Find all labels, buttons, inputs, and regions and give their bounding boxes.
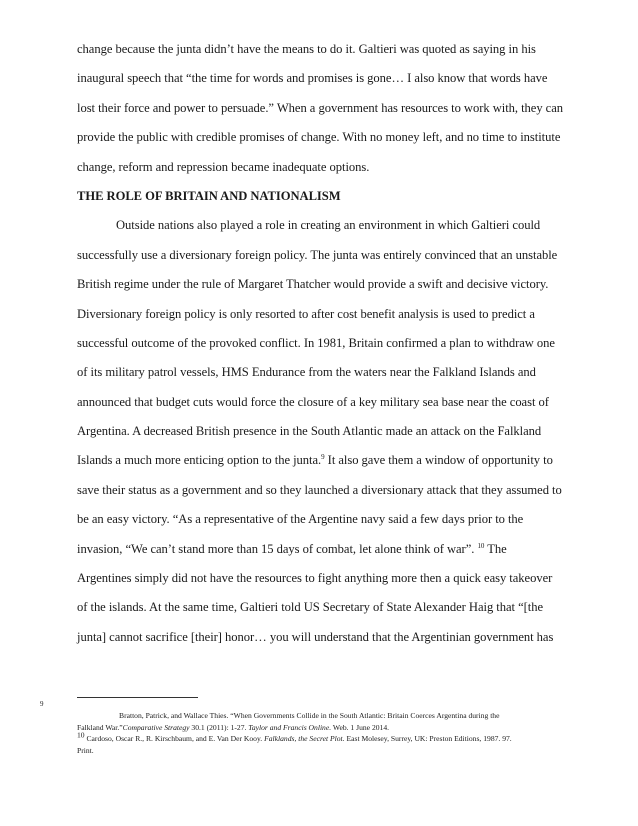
paragraph-line (77, 446, 577, 475)
footnote-10-line: Print. (77, 745, 94, 755)
footnote-ref-10[interactable]: 10 (477, 541, 485, 550)
paragraph-line: successfully use a diversionary foreign policy. The junta was entirely convinced that an unstable (77, 247, 558, 262)
paragraph-line: of the islands. At the same time, Galtieri told US Secretary of State Alexander Haig that “[the (77, 600, 543, 615)
paragraph-line: British regime under the rule of Margaret Thatcher would provide a swift and decisive victory. (77, 277, 549, 292)
paragraph-line: lost their force and power to persuade.” When a government has resources to work with, they can (77, 100, 564, 115)
paragraph-line (77, 535, 577, 564)
paragraph-line: inaugural speech that “the time for words and promises is gone… I also know that words have (77, 71, 548, 86)
footnote-9-line: Bratton, Patrick, and Wallace Thies. “When Governments Collide in the South Atlantic: Britain Coerces Argentina during the (119, 711, 500, 720)
paragraph-line: change because the junta didn’t have the means to do it. Galtieri was quoted as saying in his (77, 42, 536, 56)
paragraph-line: Outside nations also played a role in creating an environment in which Galtieri could (116, 218, 541, 233)
footnote-text: Cardoso, Oscar R., R. Kirschbaum, and E. Van Der Kooy. (84, 734, 265, 743)
paragraph-line: successful outcome of the provoked conflict. In 1981, Britain confirmed a plan to withdraw one (77, 335, 555, 350)
footnote-text: Falkland War.” (77, 722, 123, 732)
footnote-separator (77, 697, 198, 698)
footnote-text: 30.1 (2011): 1-27. (189, 722, 249, 732)
paragraph-line: of its military patrol vessels, HMS Endurance from the waters near the Falkland Islands and (77, 365, 536, 380)
paragraph-line: Argentines simply did not have the resources to fight anything more then a quick easy takeover (77, 571, 553, 586)
footnote-text: Web. 1 June 2014. (331, 722, 390, 732)
paragraph-line: Argentina. A decreased British presence in the South Atlantic made an attack on the Falkland (77, 424, 542, 439)
paragraph-line: junta] cannot sacrifice [their] honor… you will understand that the Argentinian government has (77, 629, 554, 644)
line-text: invasion, “We can’t stand more than 15 days of combat, let alone think of war”. (77, 541, 478, 556)
body-text (77, 35, 577, 652)
paragraph-line: change, reform and repression became inadequate options. (77, 159, 370, 174)
footnotes (77, 710, 577, 756)
paragraph-line: Diversionary foreign policy is only resorted to after cost benefit analysis is used to predict a (77, 306, 535, 321)
footnote-title: Taylor and Francis Online. (248, 722, 332, 732)
paragraph-line: save their status as a government and so they launched a diversionary attack that they assumed to (77, 482, 562, 497)
line-text: Islands a much more enticing option to the junta. (77, 453, 322, 468)
section-heading: THE ROLE OF BRITAIN AND NATIONALISM (77, 188, 341, 203)
footnote-10-line (77, 730, 577, 745)
footnote-marker-10: 10 (77, 730, 85, 740)
footnote-ref-9[interactable]: 9 (321, 453, 325, 462)
line-text: It also gave them a window of opportunity to (324, 453, 553, 468)
paragraph-line: announced that budget cuts would force the closure of a key military sea base near the coast of (77, 394, 549, 409)
paragraph-line: provide the public with credible promises of change. With no money left, and no time to institute (77, 130, 561, 145)
footnote-marker-9: 9 (40, 700, 44, 708)
line-text: The (484, 541, 507, 556)
footnote-title: Falklands, the Secret Plot. (264, 734, 345, 743)
footnote-title: Comparative Strategy (122, 722, 190, 732)
footnote-9-line (77, 722, 577, 734)
footnote-text: East Molesey, Surrey, UK: Preston Editions, 1987. 97. (344, 734, 512, 743)
paragraph-line: be an easy victory. “As a representative of the Argentine navy said a few days prior to the (77, 512, 524, 527)
